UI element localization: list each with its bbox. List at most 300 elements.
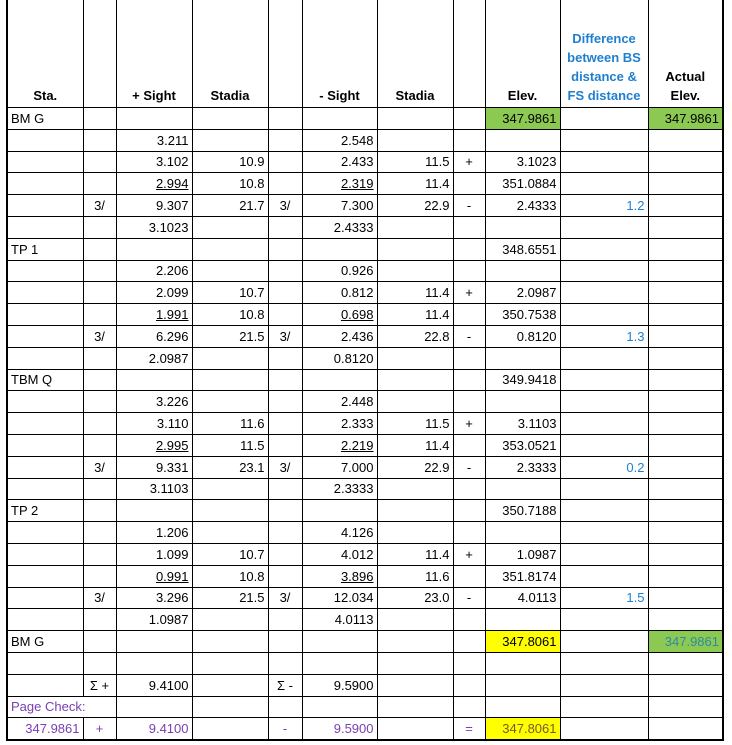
- cell-stadia-fs[interactable]: [377, 718, 453, 740]
- cell-op[interactable]: [453, 108, 485, 130]
- cell-sta[interactable]: [7, 609, 83, 631]
- cell-sta[interactable]: [7, 565, 83, 587]
- cell-elev[interactable]: [485, 674, 560, 696]
- cell-plus-sight[interactable]: [116, 631, 192, 653]
- cell-sta[interactable]: [7, 347, 83, 369]
- cell-actual-elev[interactable]: [648, 195, 723, 217]
- cell-sta[interactable]: BM G: [7, 631, 83, 653]
- cell-stadia-bs[interactable]: 10.8: [192, 304, 268, 326]
- cell-elev[interactable]: [485, 522, 560, 544]
- cell-actual-elev[interactable]: [648, 674, 723, 696]
- cell-difference[interactable]: [560, 674, 648, 696]
- cell-actual-elev[interactable]: [648, 609, 723, 631]
- cell-sign[interactable]: [83, 129, 116, 151]
- cell-factor-bs[interactable]: 3/: [268, 587, 302, 609]
- cell-op[interactable]: +: [453, 282, 485, 304]
- cell-difference[interactable]: [560, 413, 648, 435]
- cell-actual-elev[interactable]: 347.9861: [648, 108, 723, 130]
- cell-op[interactable]: [453, 216, 485, 238]
- cell-sign[interactable]: [83, 238, 116, 260]
- cell-actual-elev[interactable]: [648, 434, 723, 456]
- cell-sign[interactable]: [83, 108, 116, 130]
- cell-factor-bs[interactable]: [268, 478, 302, 500]
- cell-actual-elev[interactable]: [648, 587, 723, 609]
- cell-factor-bs[interactable]: [268, 391, 302, 413]
- cell-stadia-fs[interactable]: 23.0: [377, 587, 453, 609]
- cell-sign[interactable]: [83, 565, 116, 587]
- cell-minus-sight[interactable]: 2.448: [302, 391, 377, 413]
- cell-stadia-bs[interactable]: 10.8: [192, 173, 268, 195]
- cell-op[interactable]: [453, 238, 485, 260]
- cell-minus-sight[interactable]: [302, 369, 377, 391]
- cell-sign[interactable]: [83, 151, 116, 173]
- cell-actual-elev[interactable]: [648, 325, 723, 347]
- cell-sta[interactable]: BM G: [7, 108, 83, 130]
- cell-sta[interactable]: [7, 587, 83, 609]
- cell-minus-sight[interactable]: [302, 696, 377, 718]
- cell-op[interactable]: [453, 173, 485, 195]
- cell-stadia-bs[interactable]: 21.7: [192, 195, 268, 217]
- cell-minus-sight[interactable]: 2.4333: [302, 216, 377, 238]
- cell-sta[interactable]: [7, 413, 83, 435]
- cell-op[interactable]: [453, 434, 485, 456]
- cell-actual-elev[interactable]: [648, 173, 723, 195]
- cell-op[interactable]: [453, 522, 485, 544]
- cell-elev[interactable]: 347.8061: [485, 631, 560, 653]
- cell-sign[interactable]: [83, 260, 116, 282]
- cell-plus-sight[interactable]: 3.211: [116, 129, 192, 151]
- cell-factor-bs[interactable]: [268, 500, 302, 522]
- cell-stadia-bs[interactable]: 21.5: [192, 325, 268, 347]
- cell-op[interactable]: [453, 631, 485, 653]
- cell-plus-sight[interactable]: [116, 173, 192, 195]
- cell-factor-bs[interactable]: [268, 565, 302, 587]
- cell-minus-sight[interactable]: [302, 500, 377, 522]
- cell-plus-sight[interactable]: 2.099: [116, 282, 192, 304]
- cell-op[interactable]: [453, 674, 485, 696]
- cell-factor-bs[interactable]: [268, 238, 302, 260]
- cell-sign[interactable]: [83, 369, 116, 391]
- cell-difference[interactable]: [560, 304, 648, 326]
- cell-plus-sight[interactable]: 1.099: [116, 543, 192, 565]
- cell-op[interactable]: [453, 304, 485, 326]
- cell-factor-bs[interactable]: [268, 652, 302, 674]
- cell-difference[interactable]: [560, 282, 648, 304]
- cell-difference[interactable]: [560, 543, 648, 565]
- cell-minus-sight[interactable]: 12.034: [302, 587, 377, 609]
- cell-plus-sight[interactable]: [116, 500, 192, 522]
- cell-stadia-bs[interactable]: [192, 478, 268, 500]
- cell-actual-elev[interactable]: [648, 151, 723, 173]
- cell-factor-bs[interactable]: [268, 304, 302, 326]
- cell-stadia-bs[interactable]: [192, 718, 268, 740]
- cell-sign[interactable]: +: [83, 718, 116, 740]
- cell-actual-elev[interactable]: [648, 652, 723, 674]
- cell-stadia-bs[interactable]: [192, 347, 268, 369]
- cell-difference[interactable]: [560, 522, 648, 544]
- cell-sign[interactable]: [83, 478, 116, 500]
- cell-actual-elev[interactable]: [648, 456, 723, 478]
- cell-minus-sight[interactable]: 2.548: [302, 129, 377, 151]
- cell-stadia-bs[interactable]: [192, 129, 268, 151]
- cell-stadia-fs[interactable]: 11.6: [377, 565, 453, 587]
- cell-stadia-bs[interactable]: [192, 674, 268, 696]
- cell-minus-sight[interactable]: 0.8120: [302, 347, 377, 369]
- cell-stadia-fs[interactable]: [377, 369, 453, 391]
- cell-stadia-fs[interactable]: 22.9: [377, 195, 453, 217]
- cell-actual-elev[interactable]: [648, 238, 723, 260]
- cell-minus-sight[interactable]: [302, 304, 377, 326]
- cell-sign[interactable]: [83, 391, 116, 413]
- cell-sta[interactable]: [7, 129, 83, 151]
- cell-factor-bs[interactable]: [268, 369, 302, 391]
- cell-stadia-fs[interactable]: 11.5: [377, 151, 453, 173]
- cell-elev[interactable]: 3.1023: [485, 151, 560, 173]
- cell-stadia-bs[interactable]: [192, 522, 268, 544]
- cell-plus-sight[interactable]: 1.0987: [116, 609, 192, 631]
- cell-op[interactable]: +: [453, 413, 485, 435]
- cell-stadia-fs[interactable]: [377, 631, 453, 653]
- cell-plus-sight[interactable]: 3.1103: [116, 478, 192, 500]
- cell-stadia-fs[interactable]: 11.4: [377, 282, 453, 304]
- cell-elev[interactable]: 351.8174: [485, 565, 560, 587]
- cell-stadia-fs[interactable]: [377, 216, 453, 238]
- cell-factor-bs[interactable]: 3/: [268, 456, 302, 478]
- cell-stadia-bs[interactable]: [192, 216, 268, 238]
- cell-actual-elev[interactable]: [648, 216, 723, 238]
- cell-sign[interactable]: Σ +: [83, 674, 116, 696]
- cell-elev[interactable]: [485, 347, 560, 369]
- cell-stadia-bs[interactable]: [192, 108, 268, 130]
- cell-difference[interactable]: 0.2: [560, 456, 648, 478]
- cell-plus-sight[interactable]: 9.4100: [116, 718, 192, 740]
- cell-plus-sight[interactable]: 9.307: [116, 195, 192, 217]
- cell-minus-sight[interactable]: 2.433: [302, 151, 377, 173]
- cell-sta[interactable]: [7, 391, 83, 413]
- cell-factor-bs[interactable]: [268, 434, 302, 456]
- cell-sign[interactable]: [83, 173, 116, 195]
- cell-factor-bs[interactable]: [268, 543, 302, 565]
- cell-sta[interactable]: [7, 282, 83, 304]
- cell-actual-elev[interactable]: [648, 543, 723, 565]
- cell-plus-sight[interactable]: [116, 434, 192, 456]
- cell-stadia-bs[interactable]: [192, 391, 268, 413]
- cell-elev[interactable]: 2.0987: [485, 282, 560, 304]
- cell-stadia-bs[interactable]: 10.7: [192, 282, 268, 304]
- cell-elev[interactable]: 0.8120: [485, 325, 560, 347]
- cell-stadia-fs[interactable]: 22.9: [377, 456, 453, 478]
- cell-elev[interactable]: 350.7538: [485, 304, 560, 326]
- cell-difference[interactable]: [560, 173, 648, 195]
- cell-op[interactable]: [453, 652, 485, 674]
- cell-actual-elev[interactable]: [648, 282, 723, 304]
- cell-factor-bs[interactable]: [268, 151, 302, 173]
- cell-sign[interactable]: [83, 522, 116, 544]
- cell-sta[interactable]: TBM Q: [7, 369, 83, 391]
- cell-stadia-fs[interactable]: [377, 500, 453, 522]
- cell-difference[interactable]: 1.2: [560, 195, 648, 217]
- cell-op[interactable]: [453, 565, 485, 587]
- cell-elev[interactable]: 351.0884: [485, 173, 560, 195]
- cell-factor-bs[interactable]: 3/: [268, 195, 302, 217]
- cell-sign[interactable]: 3/: [83, 456, 116, 478]
- cell-elev[interactable]: 4.0113: [485, 587, 560, 609]
- cell-plus-sight[interactable]: 3.226: [116, 391, 192, 413]
- cell-plus-sight[interactable]: [116, 238, 192, 260]
- cell-sta[interactable]: [7, 325, 83, 347]
- cell-actual-elev[interactable]: [648, 369, 723, 391]
- cell-sta[interactable]: TP 2: [7, 500, 83, 522]
- cell-actual-elev[interactable]: [648, 347, 723, 369]
- cell-stadia-bs[interactable]: [192, 652, 268, 674]
- cell-stadia-bs[interactable]: 10.8: [192, 565, 268, 587]
- cell-actual-elev[interactable]: [648, 718, 723, 740]
- cell-elev[interactable]: 1.0987: [485, 543, 560, 565]
- cell-stadia-bs[interactable]: [192, 238, 268, 260]
- cell-elev[interactable]: 353.0521: [485, 434, 560, 456]
- cell-difference[interactable]: [560, 238, 648, 260]
- cell-stadia-bs[interactable]: [192, 631, 268, 653]
- cell-op[interactable]: [453, 347, 485, 369]
- cell-op[interactable]: [453, 696, 485, 718]
- cell-difference[interactable]: [560, 108, 648, 130]
- cell-factor-bs[interactable]: [268, 347, 302, 369]
- cell-stadia-fs[interactable]: [377, 347, 453, 369]
- cell-stadia-bs[interactable]: 11.6: [192, 413, 268, 435]
- cell-plus-sight[interactable]: 9.4100: [116, 674, 192, 696]
- cell-plus-sight[interactable]: 3.296: [116, 587, 192, 609]
- cell-elev[interactable]: [485, 391, 560, 413]
- cell-sta[interactable]: [7, 522, 83, 544]
- cell-sta[interactable]: [7, 434, 83, 456]
- cell-stadia-bs[interactable]: [192, 609, 268, 631]
- cell-sign[interactable]: 3/: [83, 587, 116, 609]
- cell-stadia-fs[interactable]: [377, 652, 453, 674]
- cell-minus-sight[interactable]: 7.000: [302, 456, 377, 478]
- cell-elev[interactable]: 347.9861: [485, 108, 560, 130]
- cell-factor-bs[interactable]: [268, 108, 302, 130]
- cell-sta[interactable]: [7, 478, 83, 500]
- cell-difference[interactable]: [560, 500, 648, 522]
- cell-actual-elev[interactable]: [648, 696, 723, 718]
- cell-minus-sight[interactable]: [302, 108, 377, 130]
- cell-sta[interactable]: [7, 674, 83, 696]
- cell-stadia-fs[interactable]: [377, 391, 453, 413]
- cell-difference[interactable]: 1.5: [560, 587, 648, 609]
- cell-stadia-fs[interactable]: [377, 478, 453, 500]
- cell-minus-sight[interactable]: 4.126: [302, 522, 377, 544]
- cell-plus-sight[interactable]: 9.331: [116, 456, 192, 478]
- cell-op[interactable]: [453, 369, 485, 391]
- cell-sta[interactable]: [7, 456, 83, 478]
- cell-stadia-bs[interactable]: [192, 500, 268, 522]
- cell-minus-sight[interactable]: [302, 238, 377, 260]
- cell-actual-elev[interactable]: [648, 522, 723, 544]
- cell-difference[interactable]: [560, 478, 648, 500]
- cell-factor-bs[interactable]: [268, 216, 302, 238]
- cell-minus-sight[interactable]: 4.0113: [302, 609, 377, 631]
- cell-plus-sight[interactable]: [116, 652, 192, 674]
- cell-sign[interactable]: [83, 631, 116, 653]
- cell-op[interactable]: -: [453, 325, 485, 347]
- cell-op[interactable]: -: [453, 456, 485, 478]
- cell-actual-elev[interactable]: [648, 129, 723, 151]
- cell-op[interactable]: [453, 260, 485, 282]
- cell-elev[interactable]: [485, 652, 560, 674]
- cell-plus-sight[interactable]: 2.0987: [116, 347, 192, 369]
- cell-stadia-fs[interactable]: 11.4: [377, 543, 453, 565]
- cell-minus-sight[interactable]: 2.436: [302, 325, 377, 347]
- cell-stadia-fs[interactable]: [377, 260, 453, 282]
- cell-minus-sight[interactable]: [302, 652, 377, 674]
- cell-stadia-fs[interactable]: [377, 522, 453, 544]
- cell-minus-sight[interactable]: 0.812: [302, 282, 377, 304]
- cell-sign[interactable]: [83, 609, 116, 631]
- cell-sign[interactable]: [83, 347, 116, 369]
- cell-plus-sight[interactable]: 3.1023: [116, 216, 192, 238]
- cell-stadia-bs[interactable]: [192, 696, 268, 718]
- cell-elev[interactable]: [485, 696, 560, 718]
- cell-op[interactable]: +: [453, 151, 485, 173]
- cell-elev[interactable]: 3.1103: [485, 413, 560, 435]
- cell-sign[interactable]: [83, 652, 116, 674]
- cell-stadia-bs[interactable]: 11.5: [192, 434, 268, 456]
- cell-op[interactable]: [453, 478, 485, 500]
- cell-op[interactable]: [453, 500, 485, 522]
- cell-actual-elev[interactable]: [648, 260, 723, 282]
- cell-plus-sight[interactable]: 6.296: [116, 325, 192, 347]
- cell-stadia-fs[interactable]: [377, 108, 453, 130]
- cell-factor-bs[interactable]: [268, 282, 302, 304]
- cell-factor-bs[interactable]: [268, 173, 302, 195]
- cell-op[interactable]: +: [453, 543, 485, 565]
- cell-plus-sight[interactable]: [116, 565, 192, 587]
- cell-sign[interactable]: [83, 413, 116, 435]
- cell-actual-elev[interactable]: [648, 500, 723, 522]
- cell-factor-bs[interactable]: [268, 129, 302, 151]
- cell-factor-bs[interactable]: 3/: [268, 325, 302, 347]
- cell-elev[interactable]: 348.6551: [485, 238, 560, 260]
- cell-minus-sight[interactable]: 9.5900: [302, 718, 377, 740]
- cell-minus-sight[interactable]: 4.012: [302, 543, 377, 565]
- cell-factor-bs[interactable]: [268, 696, 302, 718]
- cell-op[interactable]: [453, 129, 485, 151]
- cell-difference[interactable]: [560, 565, 648, 587]
- cell-sta[interactable]: [7, 216, 83, 238]
- cell-sta[interactable]: [7, 173, 83, 195]
- cell-sign[interactable]: [83, 500, 116, 522]
- cell-difference[interactable]: [560, 696, 648, 718]
- cell-plus-sight[interactable]: 2.206: [116, 260, 192, 282]
- cell-stadia-bs[interactable]: 21.5: [192, 587, 268, 609]
- cell-elev[interactable]: 350.7188: [485, 500, 560, 522]
- cell-sign[interactable]: 3/: [83, 195, 116, 217]
- cell-actual-elev[interactable]: [648, 391, 723, 413]
- cell-difference[interactable]: [560, 652, 648, 674]
- cell-elev[interactable]: [485, 260, 560, 282]
- cell-sta[interactable]: TP 1: [7, 238, 83, 260]
- cell-sign[interactable]: [83, 304, 116, 326]
- cell-sta[interactable]: [7, 195, 83, 217]
- cell-plus-sight[interactable]: 3.110: [116, 413, 192, 435]
- cell-sign[interactable]: [83, 543, 116, 565]
- cell-stadia-bs[interactable]: [192, 369, 268, 391]
- cell-difference[interactable]: [560, 347, 648, 369]
- cell-stadia-fs[interactable]: [377, 238, 453, 260]
- cell-plus-sight[interactable]: 1.206: [116, 522, 192, 544]
- cell-actual-elev[interactable]: 347.9861: [648, 631, 723, 653]
- cell-stadia-bs[interactable]: 10.7: [192, 543, 268, 565]
- cell-sign[interactable]: [83, 216, 116, 238]
- cell-sta[interactable]: [7, 151, 83, 173]
- cell-op[interactable]: [453, 609, 485, 631]
- cell-sta[interactable]: [7, 652, 83, 674]
- cell-difference[interactable]: [560, 151, 648, 173]
- cell-elev[interactable]: [485, 216, 560, 238]
- cell-sta[interactable]: 347.9861: [7, 718, 83, 740]
- cell-difference[interactable]: [560, 369, 648, 391]
- cell-plus-sight[interactable]: [116, 108, 192, 130]
- cell-difference[interactable]: [560, 631, 648, 653]
- cell-difference[interactable]: [560, 129, 648, 151]
- cell-stadia-fs[interactable]: [377, 696, 453, 718]
- cell-actual-elev[interactable]: [648, 304, 723, 326]
- cell-factor-bs[interactable]: [268, 413, 302, 435]
- cell-minus-sight[interactable]: 7.300: [302, 195, 377, 217]
- cell-stadia-fs[interactable]: [377, 609, 453, 631]
- cell-op[interactable]: -: [453, 587, 485, 609]
- cell-stadia-fs[interactable]: 22.8: [377, 325, 453, 347]
- cell-elev[interactable]: [485, 129, 560, 151]
- cell-difference[interactable]: [560, 391, 648, 413]
- cell-plus-sight[interactable]: 3.102: [116, 151, 192, 173]
- cell-difference[interactable]: [560, 260, 648, 282]
- cell-minus-sight[interactable]: [302, 631, 377, 653]
- cell-elev[interactable]: 2.4333: [485, 195, 560, 217]
- cell-stadia-fs[interactable]: 11.4: [377, 173, 453, 195]
- cell-stadia-fs[interactable]: [377, 674, 453, 696]
- cell-minus-sight[interactable]: 0.926: [302, 260, 377, 282]
- cell-factor-bs[interactable]: [268, 631, 302, 653]
- cell-factor-bs[interactable]: -: [268, 718, 302, 740]
- cell-factor-bs[interactable]: [268, 609, 302, 631]
- cell-op[interactable]: [453, 391, 485, 413]
- cell-elev[interactable]: 347.8061: [485, 718, 560, 740]
- cell-sign[interactable]: 3/: [83, 325, 116, 347]
- cell-actual-elev[interactable]: [648, 565, 723, 587]
- cell-sign[interactable]: [83, 282, 116, 304]
- cell-sign[interactable]: [83, 434, 116, 456]
- cell-stadia-fs[interactable]: 11.4: [377, 304, 453, 326]
- cell-op[interactable]: =: [453, 718, 485, 740]
- cell-minus-sight[interactable]: 2.333: [302, 413, 377, 435]
- cell-elev[interactable]: [485, 609, 560, 631]
- cell-actual-elev[interactable]: [648, 478, 723, 500]
- cell-stadia-fs[interactable]: 11.4: [377, 434, 453, 456]
- cell-minus-sight[interactable]: [302, 434, 377, 456]
- cell-elev[interactable]: [485, 478, 560, 500]
- cell-stadia-bs[interactable]: 10.9: [192, 151, 268, 173]
- cell-sta[interactable]: Page Check:: [7, 696, 116, 718]
- cell-op[interactable]: -: [453, 195, 485, 217]
- cell-minus-sight[interactable]: [302, 173, 377, 195]
- cell-difference[interactable]: 1.3: [560, 325, 648, 347]
- cell-factor-bs[interactable]: [268, 260, 302, 282]
- cell-factor-bs[interactable]: [268, 522, 302, 544]
- cell-difference[interactable]: [560, 609, 648, 631]
- cell-elev[interactable]: 349.9418: [485, 369, 560, 391]
- cell-minus-sight[interactable]: 9.5900: [302, 674, 377, 696]
